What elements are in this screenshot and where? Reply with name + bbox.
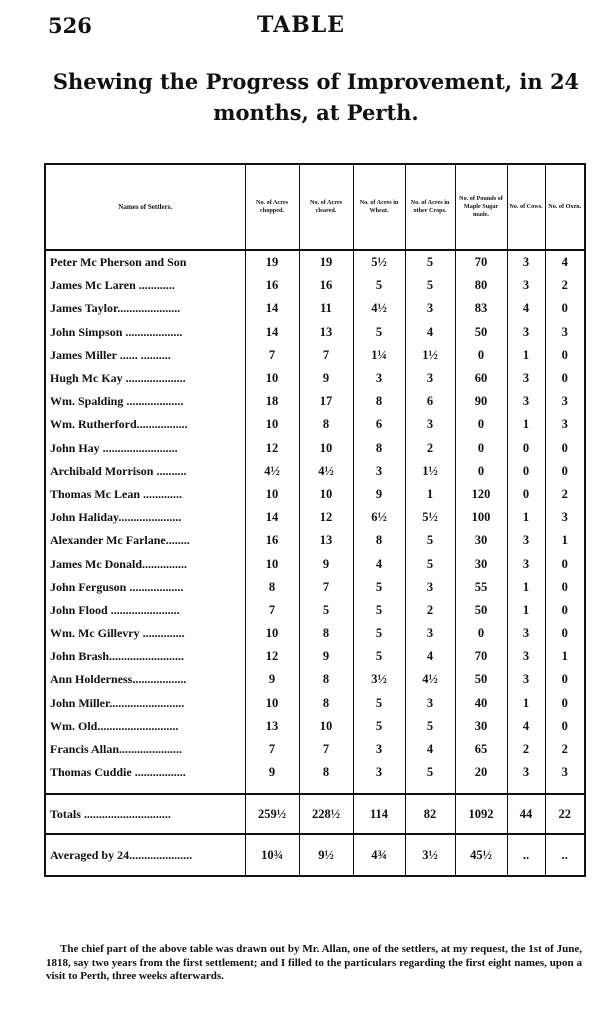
value-cell: 3 — [353, 460, 405, 483]
settler-name-cell: John Brash......................... — [45, 645, 245, 668]
value-cell: 8 — [245, 576, 299, 599]
value-cell: 60 — [455, 367, 507, 390]
settler-name-cell: James Taylor..................... — [45, 297, 245, 320]
spacer-cell — [455, 784, 507, 794]
settler-name-cell: John Flood ....................... — [45, 599, 245, 622]
value-cell: 8 — [299, 413, 353, 436]
value-cell: 1092 — [455, 794, 507, 834]
value-cell: 14 — [245, 297, 299, 320]
value-cell: 0 — [545, 344, 585, 367]
settler-name-cell: John Haliday..................... — [45, 506, 245, 529]
settler-name-cell: John Hay ......................... — [45, 437, 245, 460]
value-cell: 50 — [455, 321, 507, 344]
value-cell: 1 — [507, 576, 545, 599]
value-cell: 0 — [545, 367, 585, 390]
column-header: No. of Acres in Wheat. — [353, 164, 405, 250]
table-row — [45, 576, 585, 599]
column-header: No. of Pounds of Maple Sugar made. — [455, 164, 507, 250]
settler-name-cell: Wm. Spalding ................... — [45, 390, 245, 413]
table-row — [45, 274, 585, 297]
value-cell: 6 — [353, 413, 405, 436]
value-cell: 0 — [545, 715, 585, 738]
table-row — [45, 692, 585, 715]
settler-name-cell: Wm. Rutherford................. — [45, 413, 245, 436]
value-cell: 7 — [299, 344, 353, 367]
value-cell: 5 — [405, 552, 455, 575]
settler-name-cell: Thomas Cuddie ................. — [45, 761, 245, 784]
value-cell: 0 — [455, 622, 507, 645]
value-cell: 12 — [245, 437, 299, 460]
value-cell: 1 — [507, 344, 545, 367]
value-cell: 2 — [405, 599, 455, 622]
page-number: 526 — [48, 13, 92, 38]
value-cell: 5 — [405, 529, 455, 552]
value-cell: 45½ — [455, 834, 507, 876]
value-cell: 4½ — [353, 297, 405, 320]
value-cell: 2 — [545, 274, 585, 297]
value-cell: 80 — [455, 274, 507, 297]
value-cell: 100 — [455, 506, 507, 529]
value-cell: 0 — [507, 437, 545, 460]
value-cell: 3 — [405, 622, 455, 645]
value-cell: 22 — [545, 794, 585, 834]
settler-name-cell: Alexander Mc Farlane........ — [45, 529, 245, 552]
value-cell: 19 — [245, 250, 299, 274]
value-cell: 10 — [245, 692, 299, 715]
value-cell: 11 — [299, 297, 353, 320]
settler-name-cell: Francis Allan..................... — [45, 738, 245, 761]
value-cell: 14 — [245, 506, 299, 529]
value-cell: 3 — [507, 668, 545, 691]
value-cell: 4 — [507, 715, 545, 738]
value-cell: 3 — [507, 761, 545, 784]
value-cell: 70 — [455, 250, 507, 274]
value-cell: 7 — [299, 576, 353, 599]
value-cell: 9 — [353, 483, 405, 506]
value-cell: 10 — [299, 715, 353, 738]
value-cell: 7 — [299, 738, 353, 761]
value-cell: 0 — [545, 622, 585, 645]
value-cell: 10 — [245, 622, 299, 645]
value-cell: 4 — [405, 645, 455, 668]
spacer-cell — [545, 784, 585, 794]
value-cell: 4½ — [245, 460, 299, 483]
value-cell: 3 — [545, 321, 585, 344]
settler-name-cell: Wm. Mc Gillevry .............. — [45, 622, 245, 645]
value-cell: 10 — [245, 367, 299, 390]
settler-name-cell: Peter Mc Pherson and Son — [45, 250, 245, 274]
spacer-cell — [507, 784, 545, 794]
settler-name-cell: Archibald Morrison .......... — [45, 460, 245, 483]
value-cell: 83 — [455, 297, 507, 320]
table-row — [45, 645, 585, 668]
table-row — [45, 390, 585, 413]
value-cell: 1 — [507, 692, 545, 715]
value-cell: 19 — [299, 250, 353, 274]
column-header: No. of Acres cleared. — [299, 164, 353, 250]
value-cell: 3 — [507, 529, 545, 552]
spacer-cell — [245, 784, 299, 794]
value-cell: 8 — [353, 529, 405, 552]
value-cell: 5½ — [405, 506, 455, 529]
value-cell: 8 — [353, 390, 405, 413]
value-cell: 3 — [405, 692, 455, 715]
value-cell: 5 — [405, 274, 455, 297]
settler-name-cell: Thomas Mc Lean ............. — [45, 483, 245, 506]
value-cell: 0 — [545, 552, 585, 575]
value-cell: 20 — [455, 761, 507, 784]
value-cell: 3 — [405, 297, 455, 320]
value-cell: 9 — [299, 367, 353, 390]
column-header: No. of Acres in other Crops. — [405, 164, 455, 250]
value-cell: 3 — [353, 367, 405, 390]
value-cell: 40 — [455, 692, 507, 715]
value-cell: 2 — [405, 437, 455, 460]
settler-name-cell: James Miller ...... .......... — [45, 344, 245, 367]
table-row — [45, 367, 585, 390]
table-row — [45, 321, 585, 344]
value-cell: 70 — [455, 645, 507, 668]
value-cell: 3 — [353, 738, 405, 761]
value-cell: 17 — [299, 390, 353, 413]
table-row — [45, 622, 585, 645]
value-cell: 3½ — [353, 668, 405, 691]
value-cell: 0 — [545, 460, 585, 483]
value-cell: 8 — [353, 437, 405, 460]
value-cell: 8 — [299, 692, 353, 715]
settler-name-cell: John Simpson ................... — [45, 321, 245, 344]
table-row — [45, 297, 585, 320]
value-cell: 82 — [405, 794, 455, 834]
value-cell: 4 — [353, 552, 405, 575]
settler-name-cell: Averaged by 24..................... — [45, 834, 245, 876]
value-cell: 9 — [245, 761, 299, 784]
value-cell: 0 — [545, 437, 585, 460]
value-cell: 0 — [545, 692, 585, 715]
value-cell: 4½ — [405, 668, 455, 691]
table-row — [45, 460, 585, 483]
value-cell: 0 — [545, 668, 585, 691]
value-cell: 5 — [353, 599, 405, 622]
settlers-table — [44, 163, 586, 877]
value-cell: 8 — [299, 622, 353, 645]
column-header: No. of Cows. — [507, 164, 545, 250]
value-cell: 3 — [405, 576, 455, 599]
table-title: Shewing the Progress of Improvement, in 24 months, at Perth. — [52, 69, 580, 125]
footnote-text: The chief part of the above table was drawn out by Mr. Allan, one of the settlers, at my request, the 1st of June, 1818, say two years from the first settlement; and I filled to the particulars regarding the first eight names, upon a visit to Perth, three weeks afterwards. — [46, 943, 582, 982]
value-cell: 44 — [507, 794, 545, 834]
value-cell: 2 — [507, 738, 545, 761]
value-cell: 10 — [245, 413, 299, 436]
value-cell: 50 — [455, 599, 507, 622]
spacer-cell — [45, 784, 245, 794]
value-cell: 10¾ — [245, 834, 299, 876]
value-cell: 5 — [405, 250, 455, 274]
settler-name-cell: John Miller......................... — [45, 692, 245, 715]
spacer-cell — [405, 784, 455, 794]
value-cell: 16 — [299, 274, 353, 297]
settler-name-cell: John Ferguson .................. — [45, 576, 245, 599]
value-cell: 8 — [299, 761, 353, 784]
value-cell: 3 — [545, 761, 585, 784]
running-head: TABLE — [256, 12, 346, 38]
value-cell: 13 — [299, 529, 353, 552]
settler-name-cell: Ann Holderness.................. — [45, 668, 245, 691]
table-row — [45, 715, 585, 738]
table-body — [45, 250, 585, 876]
value-cell: .. — [545, 834, 585, 876]
settler-name-cell: Hugh Mc Kay .................... — [45, 367, 245, 390]
value-cell: 10 — [245, 552, 299, 575]
value-cell: 12 — [299, 506, 353, 529]
settlers-table-wrap — [44, 163, 584, 877]
value-cell: 3 — [507, 274, 545, 297]
value-cell: 0 — [455, 344, 507, 367]
value-cell: 5 — [353, 576, 405, 599]
settler-name-cell: Wm. Old........................... — [45, 715, 245, 738]
value-cell: 0 — [545, 297, 585, 320]
value-cell: 14 — [245, 321, 299, 344]
page-header — [0, 10, 602, 40]
value-cell: 30 — [455, 529, 507, 552]
table-row — [45, 738, 585, 761]
value-cell: 3 — [507, 367, 545, 390]
value-cell: 0 — [455, 413, 507, 436]
value-cell: 9 — [299, 645, 353, 668]
value-cell: 1 — [507, 599, 545, 622]
value-cell: 4 — [545, 250, 585, 274]
column-header: No. of Acres chopped. — [245, 164, 299, 250]
value-cell: 3 — [545, 390, 585, 413]
value-cell: 3 — [507, 321, 545, 344]
value-cell: 4 — [507, 297, 545, 320]
value-cell: 30 — [455, 552, 507, 575]
value-cell: 9 — [299, 552, 353, 575]
value-cell: 1½ — [405, 344, 455, 367]
value-cell: 9½ — [299, 834, 353, 876]
value-cell: 5 — [353, 715, 405, 738]
value-cell: 16 — [245, 529, 299, 552]
settler-name-cell: James Mc Laren ............ — [45, 274, 245, 297]
value-cell: 1 — [507, 506, 545, 529]
spacer-cell — [353, 784, 405, 794]
totals-row — [45, 794, 585, 834]
settler-name-cell: Totals ............................. — [45, 794, 245, 834]
footnote — [46, 943, 582, 984]
value-cell: 5 — [405, 761, 455, 784]
value-cell: 5 — [299, 599, 353, 622]
value-cell: 3 — [545, 506, 585, 529]
value-cell: 5 — [353, 622, 405, 645]
value-cell: 55 — [455, 576, 507, 599]
header-row — [45, 164, 585, 250]
value-cell: 120 — [455, 483, 507, 506]
value-cell: 12 — [245, 645, 299, 668]
value-cell: 1 — [507, 413, 545, 436]
table-row — [45, 250, 585, 274]
value-cell: 3 — [405, 367, 455, 390]
value-cell: 3½ — [405, 834, 455, 876]
value-cell: 7 — [245, 738, 299, 761]
value-cell: 4 — [405, 738, 455, 761]
value-cell: 6 — [405, 390, 455, 413]
value-cell: 3 — [545, 413, 585, 436]
value-cell: 13 — [299, 321, 353, 344]
value-cell: 10 — [299, 483, 353, 506]
value-cell: 3 — [353, 761, 405, 784]
column-header: No. of Oxen. — [545, 164, 585, 250]
value-cell: 7 — [245, 599, 299, 622]
value-cell: 0 — [545, 576, 585, 599]
value-cell: 0 — [507, 483, 545, 506]
value-cell: 4¾ — [353, 834, 405, 876]
table-row — [45, 437, 585, 460]
value-cell: 5 — [353, 645, 405, 668]
value-cell: 5 — [353, 321, 405, 344]
value-cell: 0 — [455, 437, 507, 460]
value-cell: 5 — [405, 715, 455, 738]
value-cell: 4 — [405, 321, 455, 344]
value-cell: 1 — [545, 529, 585, 552]
value-cell: 1¼ — [353, 344, 405, 367]
value-cell: 6½ — [353, 506, 405, 529]
value-cell: 10 — [245, 483, 299, 506]
value-cell: 10 — [299, 437, 353, 460]
value-cell: 3 — [507, 390, 545, 413]
value-cell: 7 — [245, 344, 299, 367]
value-cell: 3 — [405, 413, 455, 436]
spacer-row — [45, 784, 585, 794]
value-cell: 65 — [455, 738, 507, 761]
value-cell: 13 — [245, 715, 299, 738]
value-cell: 1 — [405, 483, 455, 506]
value-cell: 1½ — [405, 460, 455, 483]
value-cell: 3 — [507, 645, 545, 668]
value-cell: 90 — [455, 390, 507, 413]
value-cell: 18 — [245, 390, 299, 413]
table-row — [45, 599, 585, 622]
table-row — [45, 552, 585, 575]
table-row — [45, 668, 585, 691]
averages-row — [45, 834, 585, 876]
spacer-cell — [299, 784, 353, 794]
value-cell: 8 — [299, 668, 353, 691]
value-cell: 1 — [545, 645, 585, 668]
table-row — [45, 506, 585, 529]
table-row — [45, 529, 585, 552]
value-cell: 4½ — [299, 460, 353, 483]
value-cell: 3 — [507, 250, 545, 274]
table-row — [45, 761, 585, 784]
value-cell: 9 — [245, 668, 299, 691]
table-row — [45, 413, 585, 436]
value-cell: .. — [507, 834, 545, 876]
value-cell: 30 — [455, 715, 507, 738]
table-row — [45, 344, 585, 367]
value-cell: 3 — [507, 552, 545, 575]
value-cell: 5 — [353, 692, 405, 715]
settler-name-cell: James Mc Donald............... — [45, 552, 245, 575]
value-cell: 2 — [545, 738, 585, 761]
value-cell: 5 — [353, 274, 405, 297]
value-cell: 50 — [455, 668, 507, 691]
table-row — [45, 483, 585, 506]
value-cell: 2 — [545, 483, 585, 506]
value-cell: 3 — [507, 622, 545, 645]
value-cell: 259½ — [245, 794, 299, 834]
value-cell: 5½ — [353, 250, 405, 274]
value-cell: 16 — [245, 274, 299, 297]
column-header-names: Names of Settlers. — [45, 164, 245, 250]
value-cell: 0 — [455, 460, 507, 483]
value-cell: 0 — [507, 460, 545, 483]
value-cell: 0 — [545, 599, 585, 622]
value-cell: 114 — [353, 794, 405, 834]
value-cell: 228½ — [299, 794, 353, 834]
